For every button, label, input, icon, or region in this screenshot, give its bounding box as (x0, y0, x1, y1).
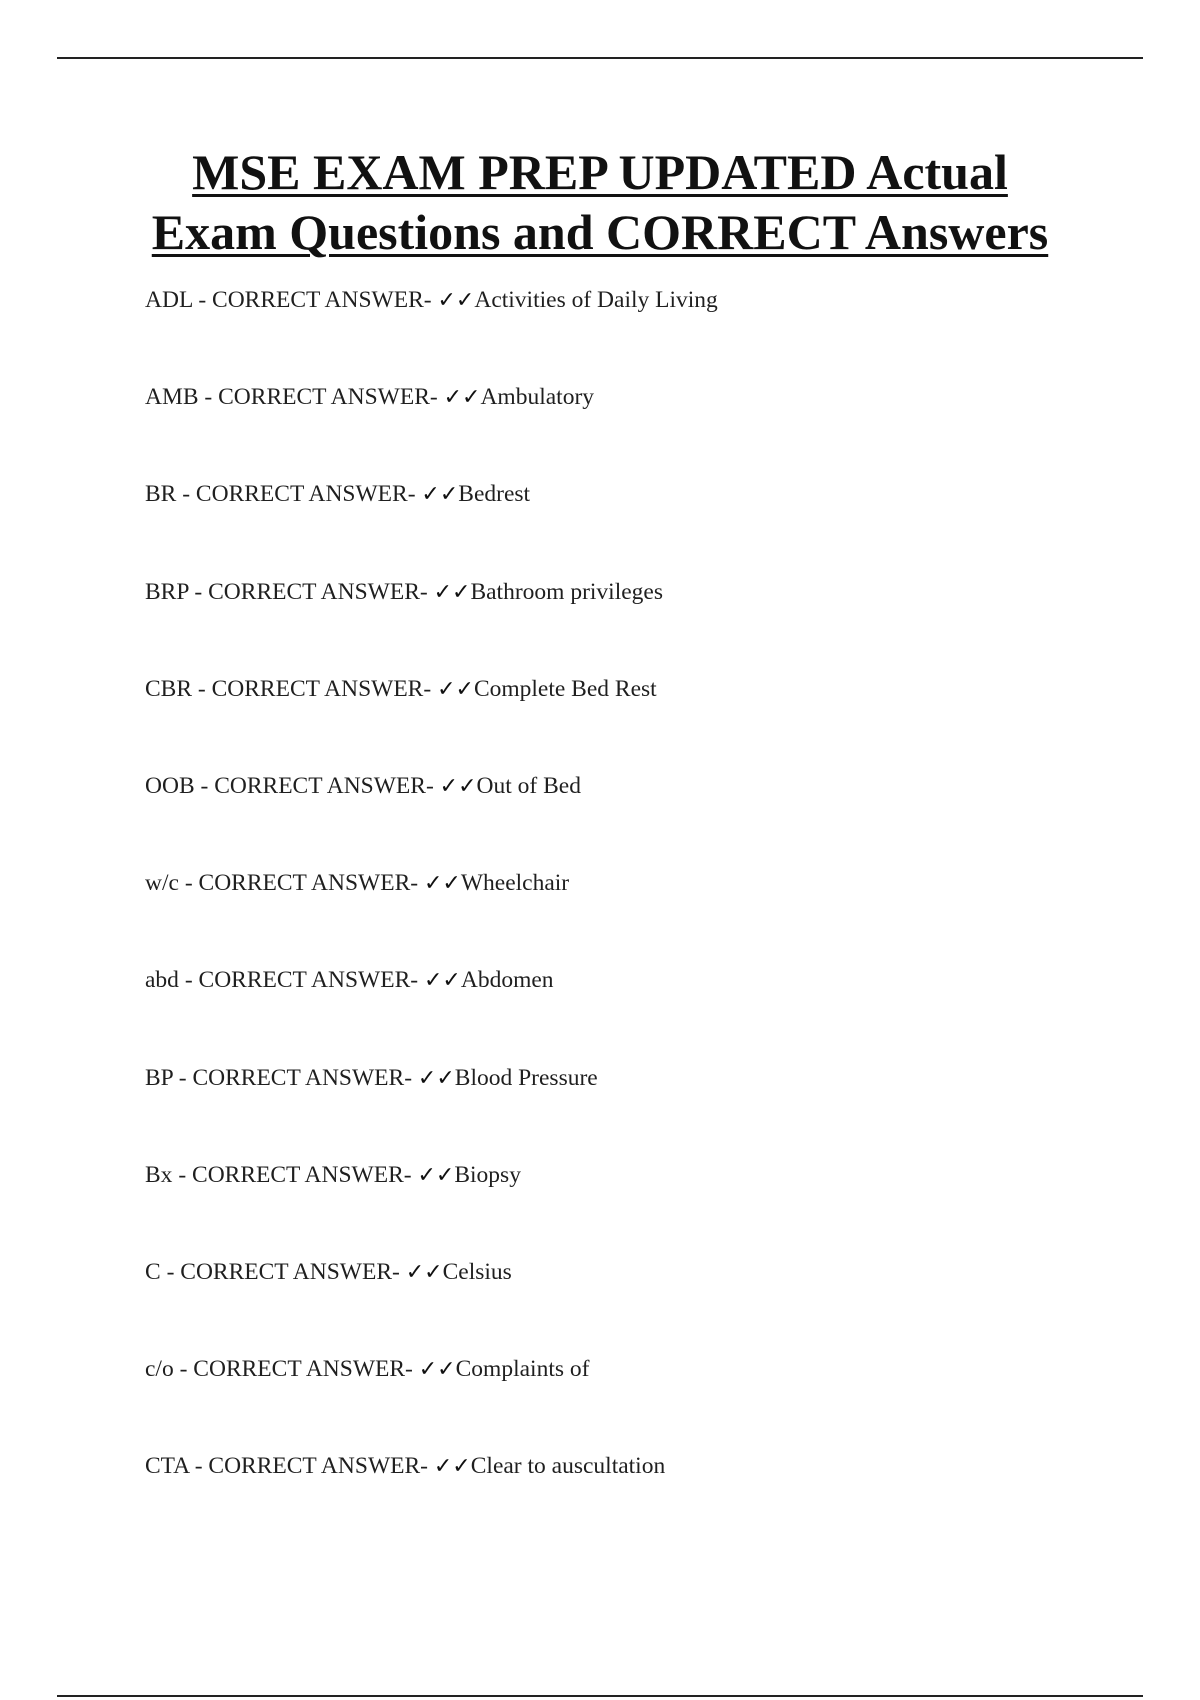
list-item (145, 572, 1145, 669)
term: AMB (145, 384, 199, 411)
separator: - CORRECT ANSWER- (176, 481, 422, 508)
separator: - CORRECT ANSWER- (178, 967, 424, 994)
qa-list (145, 280, 1145, 1543)
term: BR (145, 481, 177, 508)
list-item (145, 1252, 1145, 1349)
double-check-icon: ✓✓ (405, 1259, 443, 1285)
separator: - CORRECT ANSWER- (192, 287, 438, 313)
separator: - CORRECT ANSWER- (198, 384, 444, 411)
list-item (145, 280, 1145, 377)
double-check-icon: ✓✓ (433, 1454, 471, 1480)
answer: Clear to auscultation (470, 1453, 666, 1480)
double-check-icon: ✓✓ (443, 385, 481, 411)
title-line-2: Exam Questions and CORRECT Answers (151, 204, 1049, 260)
double-check-icon: ✓✓ (423, 871, 461, 897)
answer: Complaints of (455, 1356, 590, 1383)
list-item (145, 1446, 1145, 1543)
answer: Out of Bed (476, 772, 581, 799)
separator: - CORRECT ANSWER- (188, 1453, 434, 1480)
term: Bx (145, 1161, 173, 1188)
double-check-icon: ✓✓ (418, 1357, 456, 1383)
double-check-icon: ✓✓ (437, 676, 474, 702)
answer: Activities of Daily Living (474, 287, 718, 313)
answer: Abdomen (460, 967, 554, 994)
list-item (145, 1349, 1145, 1446)
title-line-1: MSE EXAM PREP UPDATED Actual (192, 144, 1008, 200)
double-check-icon: ✓✓ (433, 579, 471, 605)
separator: - CORRECT ANSWER- (172, 1161, 418, 1188)
term: C (145, 1258, 161, 1285)
term: OOB (145, 772, 195, 799)
list-item (145, 1155, 1145, 1252)
answer: Bedrest (458, 481, 531, 508)
double-check-icon: ✓✓ (423, 968, 461, 994)
separator: - CORRECT ANSWER- (173, 1356, 419, 1383)
answer: Bathroom privileges (470, 578, 663, 605)
list-item (145, 474, 1145, 571)
separator: - CORRECT ANSWER- (178, 870, 424, 897)
answer: Complete Bed Rest (473, 675, 657, 702)
double-check-icon: ✓✓ (437, 288, 475, 313)
list-item (145, 669, 1145, 766)
list-item (145, 766, 1145, 863)
top-rule (57, 57, 1143, 59)
answer: Celsius (442, 1258, 512, 1285)
double-check-icon: ✓✓ (417, 1162, 455, 1188)
separator: - CORRECT ANSWER- (160, 1258, 406, 1285)
list-item (145, 377, 1145, 474)
answer: Biopsy (454, 1161, 521, 1188)
list-item (145, 960, 1145, 1057)
list-item (145, 1058, 1145, 1155)
term: BP (145, 1064, 173, 1091)
separator: - CORRECT ANSWER- (194, 772, 440, 799)
separator: - CORRECT ANSWER- (172, 1064, 418, 1091)
term: CBR (145, 675, 193, 702)
bottom-rule (57, 1695, 1143, 1697)
term: c/o (145, 1356, 174, 1383)
double-check-icon: ✓✓ (417, 1065, 455, 1091)
answer: Wheelchair (460, 870, 570, 897)
list-item (145, 863, 1145, 960)
document-title (0, 142, 1200, 262)
term: w/c (145, 870, 179, 897)
term: ADL (145, 287, 193, 313)
term: BRP (145, 578, 189, 605)
answer: Ambulatory (480, 384, 595, 411)
term: CTA (145, 1453, 189, 1480)
double-check-icon: ✓✓ (439, 773, 477, 799)
separator: - CORRECT ANSWER- (188, 578, 434, 605)
term: abd (145, 967, 179, 994)
separator: - CORRECT ANSWER- (192, 675, 438, 702)
double-check-icon: ✓✓ (421, 482, 459, 508)
answer: Blood Pressure (454, 1064, 598, 1091)
